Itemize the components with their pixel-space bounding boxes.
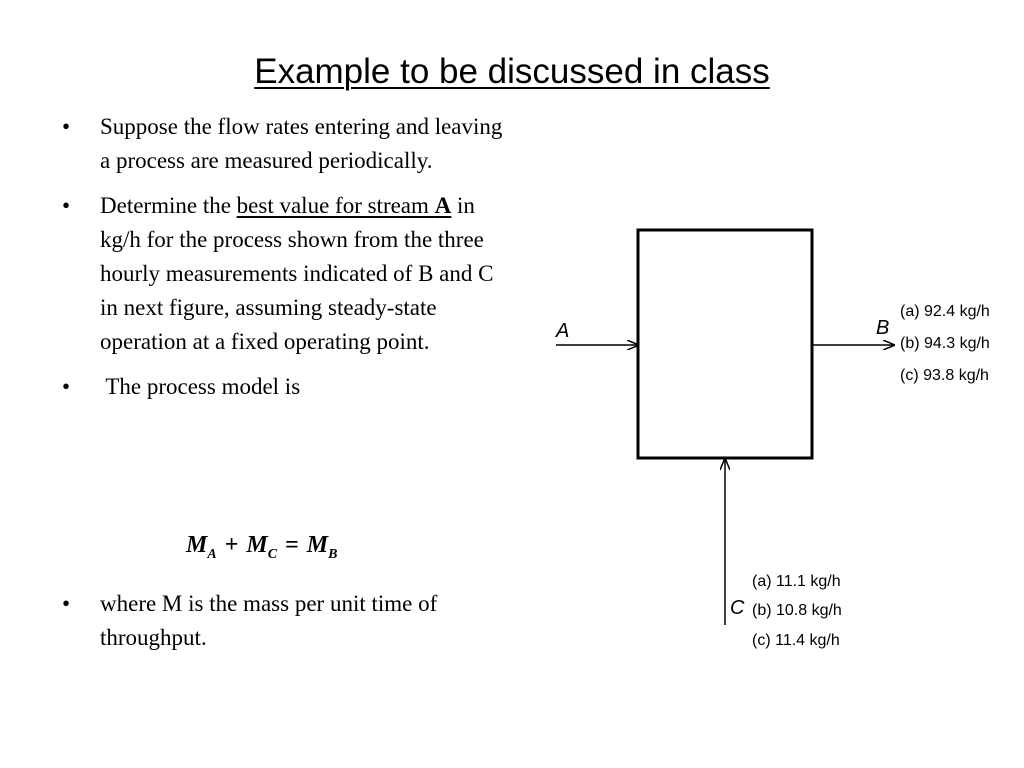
bullet-text: where M is the mass per unit time of throughput. [100,591,438,650]
stream-c-value: (a) 11.1 kg/h [752,573,841,590]
eq-symbol: M [306,532,329,558]
stream-b-value: (b) 94.3 kg/h [900,335,990,352]
eq-subscript: A [207,546,217,562]
stream-b-value: (a) 92.4 kg/h [900,303,990,320]
bullet-text-post: in kg/h for the process shown from the three hourly measurements indicated of B and C in next figure, assuming steady-state operation at a fixed operating point. [100,193,494,354]
stream-b-label: B [876,317,890,339]
eq-operator: = [285,532,299,558]
bullet-dot: • [62,193,71,218]
underlined-text: best value for stream [236,193,435,218]
bullet-dot: • [62,374,71,399]
eq-symbol: M [246,532,268,558]
eq-subscript: B [328,546,338,562]
stream-c-label: C [730,597,745,619]
stream-a-label: A [556,320,570,342]
bullet-dot: • [62,114,71,139]
eq-subscript: C [267,546,278,562]
bullet-text: Suppose the flow rates entering and leaving a process are measured periodically. [100,114,503,173]
stream-c-value: (c) 11.4 kg/h [752,632,840,649]
stream-a-bold: A [434,193,452,218]
bullet-dot: • [62,591,71,616]
slide-title: Example to be discussed in class [254,52,770,91]
bullet-text-pre: Determine the [100,193,237,218]
bullet-text: The process model is [100,374,301,399]
eq-symbol: M [186,532,208,558]
eq-operator: + [224,532,239,558]
stream-b-value: (c) 93.8 kg/h [900,367,989,384]
stream-c-value: (b) 10.8 kg/h [752,602,842,619]
process-box [638,230,812,458]
